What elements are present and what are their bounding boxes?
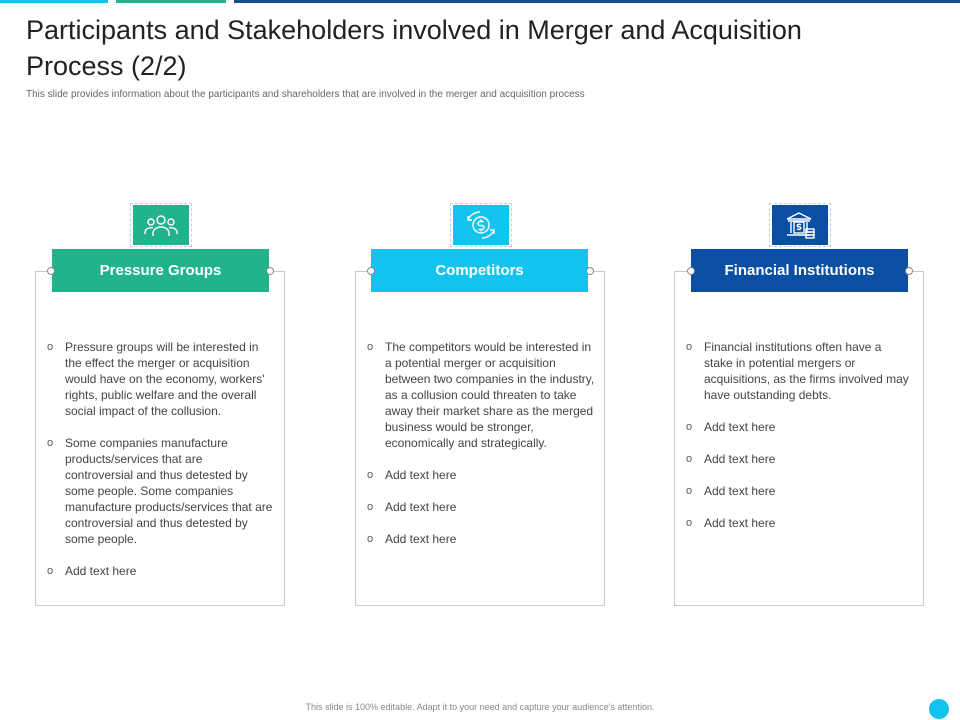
list-item [686,515,912,531]
top-accent-bar-cyan [0,0,108,3]
bullet-marker: o [686,485,693,497]
bullet-text: Add text here [385,500,457,514]
bullet-text: Add text here [385,532,457,546]
icon-tile-financial-institutions [772,205,828,245]
bullet-marker: o [686,421,693,433]
bullet-marker: o [686,341,693,353]
bullet-list-pressure-groups [47,339,273,595]
list-item [367,467,595,483]
bullet-text: Add text here [704,452,776,466]
bullet-marker: o [47,437,54,449]
bullet-text: Financial institutions often have a stake in potential mergers or acquisitions, as the firms involved may have outstanding debts. [704,340,909,402]
page-subtitle: This slide provides information about the participants and shareholders that are involved in the merger and acquisition process [26,89,585,100]
bullet-marker: o [686,453,693,465]
icon-frame-competitors [450,203,512,247]
page-title: Participants and Stakeholders involved in Merger and Acquisition Process (2/2) [26,15,802,81]
list-item [686,451,912,467]
bullet-list-financial-institutions [686,339,912,547]
bullet-text: Pressure groups will be interested in the effect the merger or acquisition would have on the economy, workers' rights, public welfare and the overall social impact of the collusion. [65,340,265,418]
bullet-text: Add text here [385,468,457,482]
bullet-marker: o [367,341,374,353]
bullet-text: The competitors would be interested in a potential merger or acquisition between two companies in the industry, as a collusion could threaten to take away their market share as the merged business would be stronger, economically and strategically. [385,340,595,450]
bullet-marker: o [47,341,54,353]
bullet-marker: o [367,533,374,545]
connector-dot-right [905,267,913,275]
list-item [47,563,273,579]
icon-tile-pressure-groups [133,205,189,245]
top-accent-bar-teal [116,0,226,3]
bullet-text: Add text here [704,420,776,434]
bank-building-icon [784,210,816,240]
footer-note: This slide is 100% editable. Adapt it to your need and capture your audience's attention. [305,702,655,712]
top-accent-bar-navy [234,0,960,3]
icon-tile-competitors [453,205,509,245]
heading-financial-institutions: Financial Institutions [691,249,908,292]
bullet-text: Add text here [65,564,137,578]
connector-dot-left [47,267,55,275]
list-item [47,339,273,419]
bullet-text: Some companies manufacture products/services that are controversial and thus detested by some people. Some companies manufacture products/services that are controversial and thus detested by some people. [65,436,273,546]
bullet-list-competitors [367,339,595,563]
list-item [686,339,912,403]
connector-dot-right [266,267,274,275]
bullet-text: Add text here [704,516,776,530]
connector-dot-right [586,267,594,275]
bullet-marker: o [47,565,54,577]
bullet-marker: o [367,501,374,513]
list-item [686,419,912,435]
connector-dot-left [367,267,375,275]
list-item [367,531,595,547]
bullet-marker: o [686,517,693,529]
heading-competitors: Competitors [371,249,588,292]
list-item [367,499,595,515]
heading-pressure-groups: Pressure Groups [52,249,269,292]
list-item [686,483,912,499]
bullet-marker: o [367,469,374,481]
corner-decoration-dot [929,699,949,719]
list-item [367,339,595,451]
people-group-icon [143,212,179,238]
connector-dot-left [687,267,695,275]
bullet-text: Add text here [704,484,776,498]
icon-frame-pressure-groups [130,203,192,247]
icon-frame-financial-institutions [769,203,831,247]
dollar-exchange-icon [464,210,498,240]
list-item [47,435,273,547]
